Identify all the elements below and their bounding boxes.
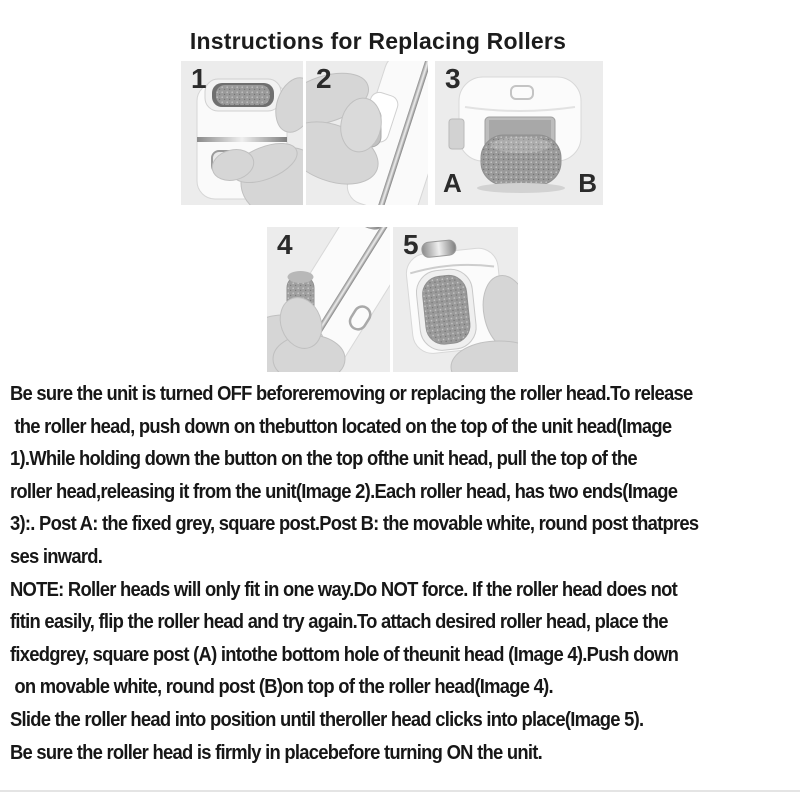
release-button — [421, 239, 456, 257]
figure-3-number: 3 — [445, 63, 461, 94]
roller-head — [477, 135, 565, 193]
post-b-label: B — [578, 168, 597, 198]
instruction-text — [10, 378, 800, 769]
figure-5-panel — [393, 227, 518, 372]
figure-1-number: 1 — [191, 63, 207, 94]
instruction-line: fixedgrey, square post (A) intothe bottom hole of theunit head (Image 4).Push down — [10, 643, 679, 666]
figure-5-number: 5 — [403, 229, 419, 260]
figure-3-panel — [435, 61, 603, 205]
instruction-line: 1).While holding down the button on the top ofthe unit head, pull the top of the — [10, 448, 637, 471]
roller-head — [216, 85, 270, 105]
figure-4-number: 4 — [277, 229, 293, 260]
instruction-line: on movable white, round post (B)on top of the roller head(Image 4). — [10, 676, 553, 699]
figure-4-panel — [267, 227, 390, 372]
square-post — [449, 119, 464, 149]
post-a-label: A — [443, 168, 462, 198]
roller-head — [421, 274, 472, 346]
instruction-line: roller head,releasing it from the unit(Image 2).Each roller head, has two ends(Image — [10, 480, 678, 503]
instruction-line: ses inward. — [10, 545, 103, 568]
instruction-line: fitin easily, flip the roller head and try again.To attach desired roller head, place the — [10, 611, 668, 634]
bottom-divider — [0, 790, 800, 792]
page-title: Instructions for Replacing Rollers — [189, 28, 567, 54]
instruction-line: Slide the roller head into position until theroller head clicks into place(Image 5). — [10, 708, 644, 731]
instruction-line: NOTE: Roller heads will only fit in one way.Do NOT force. If the roller head does not — [10, 578, 678, 601]
figure-2-panel — [306, 61, 428, 205]
figure-1-panel — [181, 61, 303, 205]
figure-2-number: 2 — [316, 63, 332, 94]
instruction-line: 3):. Post A: the fixed grey, square post.Post B: the movable white, round post thatpres — [10, 513, 699, 536]
instruction-line: Be sure the roller head is firmly in placebefore turning ON the unit. — [10, 741, 542, 764]
instruction-line: Be sure the unit is turned OFF beforeremoving or replacing the roller head.To release — [10, 383, 693, 405]
instruction-line: the roller head, push down on thebutton located on the top of the unit head(Image — [10, 415, 672, 438]
